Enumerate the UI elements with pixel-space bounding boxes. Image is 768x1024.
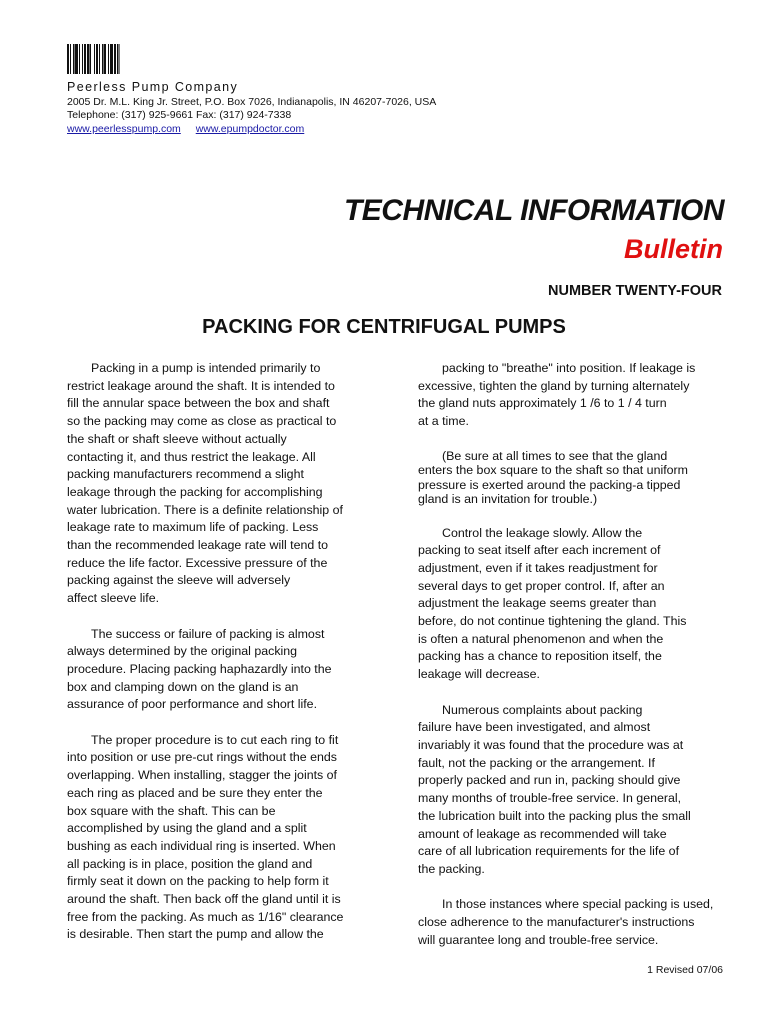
text-line: fill the annular space between the box and shaft	[67, 396, 330, 411]
text-line: (Be sure at all times to see that the gland	[442, 448, 668, 463]
paragraph	[418, 896, 743, 949]
text-line: packing manufacturers recommend a slight	[67, 467, 304, 482]
text-line: The success or failure of packing is almost	[91, 626, 325, 641]
text-line: care of all lubrication requirements for the life of	[418, 844, 680, 859]
text-line: The proper procedure is to cut each ring to fit	[91, 732, 339, 747]
text-line: failure have been investigated, and almost	[418, 720, 651, 735]
company-logo-barcode	[67, 44, 133, 74]
text-line: excessive, tighten the gland by turning alternately	[418, 378, 690, 393]
paragraph	[67, 626, 377, 715]
text-line: several days to get proper control. If, after an	[418, 578, 665, 593]
text-line: gland is an invitation for trouble.)	[418, 492, 598, 507]
text-line: Packing in a pump is intended primarily to	[91, 361, 321, 375]
text-line: the packing.	[418, 861, 485, 876]
company-name: Peerless Pump Company	[67, 80, 239, 94]
text-line: overlapping. When installing, stagger the joints of	[67, 768, 337, 783]
text-line: always determined by the original packing	[67, 644, 298, 659]
article-heading: PACKING FOR CENTRIFUGAL PUMPS	[202, 316, 566, 338]
text-line: close adherence to the manufacturer's instructions	[418, 915, 695, 929]
text-line: fault, not the packing or the arrangement. If	[418, 755, 655, 770]
text-line: box and clamping down on the gland is an	[67, 679, 299, 694]
text-line: packing to "breathe" into position. If leakage is	[442, 361, 696, 375]
text-line: Control the leakage slowly. Allow the	[442, 525, 643, 540]
text-line: properly packed and run in, packing should give	[418, 773, 681, 788]
text-line: In those instances where special packing is used,	[442, 897, 714, 912]
right-column	[418, 360, 743, 967]
text-line: adjustment the leakage seems greater than	[418, 596, 657, 611]
text-line: enters the box square to the shaft so that uniform	[418, 463, 688, 478]
text-line: Numerous complaints about packing	[442, 702, 643, 717]
text-line: box square with the shaft. This can be	[67, 803, 276, 818]
paragraph	[67, 360, 377, 608]
text-line: many months of trouble-free service. In general,	[418, 791, 682, 806]
epumpdoctor-link[interactable]: www.epumpdoctor.com	[195, 123, 305, 135]
paragraph	[67, 732, 377, 944]
document-title: TECHNICAL INFORMATION	[343, 194, 724, 227]
text-line: the shaft or shaft sleeve without actually	[67, 431, 287, 446]
text-line: than the recommended leakage rate will tend to	[67, 538, 329, 553]
text-line: at a time.	[418, 414, 469, 429]
paragraph	[418, 702, 743, 879]
text-line: all packing is in place, position the gland and	[67, 856, 313, 871]
text-line: leakage rate to maximum life of packing. Less	[67, 520, 319, 535]
text-line: leakage will decrease.	[418, 667, 540, 682]
text-line: packing to seat itself after each increment of	[418, 543, 661, 558]
paragraph	[418, 525, 743, 684]
bulletin-number: NUMBER TWENTY-FOUR	[548, 283, 722, 299]
text-line: so the packing may come as close as practical to	[67, 414, 337, 429]
company-address: 2005 Dr. M.L. King Jr. Street, P.O. Box 7026, Indianapolis, IN 46207-7026, USA	[67, 96, 437, 108]
text-line: pressure is exerted around the packing-a tipped	[418, 477, 681, 492]
text-line: the gland nuts approximately 1 /6 to 1 / 4 turn	[418, 396, 667, 411]
text-line: water lubrication. There is a definite relationship of	[67, 502, 343, 517]
paragraph	[418, 449, 743, 507]
left-column	[67, 360, 377, 962]
text-line: procedure. Placing packing haphazardly into the	[67, 661, 332, 676]
text-line: contacting it, and thus restrict the leakage. All	[67, 449, 316, 464]
text-line: the lubrication built into the packing plus the small	[418, 808, 691, 823]
text-line: is often a natural phenomenon and when the	[418, 631, 664, 646]
text-line: around the shaft. Then back off the gland until it is	[67, 892, 341, 907]
text-line: firmly seat it down on the packing to help form it	[67, 874, 329, 889]
text-line: amount of leakage as recommended will take	[418, 826, 667, 841]
text-line: packing against the sleeve will adversely	[67, 573, 291, 588]
text-line: invariably it was found that the procedure was at	[418, 737, 684, 752]
text-line: each ring as placed and be sure they enter the	[67, 785, 323, 800]
text-line: is desirable. Then start the pump and allow the	[67, 927, 324, 942]
company-phone: Telephone: (317) 925-9661 Fax: (317) 924-7338	[67, 109, 292, 121]
text-line: into position or use pre-cut rings without the ends	[67, 750, 337, 765]
bulletin-label: Bulletin	[624, 234, 723, 264]
peerlesspump-link[interactable]: www.peerlesspump.com	[67, 123, 181, 135]
company-links	[67, 123, 316, 135]
text-line: affect sleeve life.	[67, 591, 160, 606]
text-line: accomplished by using the gland and a split	[67, 821, 307, 836]
text-line: restrict leakage around the shaft. It is intended to	[67, 378, 335, 393]
text-line: free from the packing. As much as 1/16" clearance	[67, 909, 344, 924]
text-line: assurance of poor performance and short life.	[67, 697, 318, 712]
text-line: reduce the life factor. Excessive pressure of the	[67, 555, 328, 570]
text-line: bushing as each individual ring is inserted. When	[67, 838, 336, 853]
text-line: leakage through the packing for accomplishing	[67, 484, 323, 499]
text-line: will guarantee long and trouble-free service.	[418, 932, 659, 947]
text-line: before, do not continue tightening the gland. This	[418, 614, 687, 629]
text-line: packing has a chance to reposition itself, the	[418, 649, 662, 664]
text-line: adjustment, even if it takes readjustment for	[418, 560, 658, 575]
paragraph	[418, 360, 743, 431]
page-footer: 1 Revised 07/06	[647, 964, 723, 976]
